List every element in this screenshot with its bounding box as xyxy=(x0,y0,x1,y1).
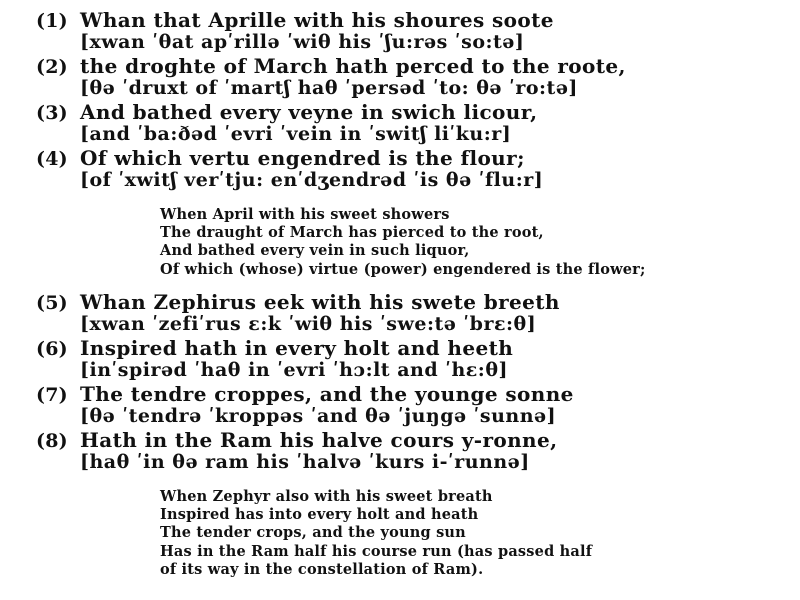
line-number: (3) xyxy=(36,102,68,124)
translation-line: When Zephyr also with his sweet breath xyxy=(160,488,493,505)
ipa-transcription: [and ʹba:ðəd ʹevri ʹvein in ʹswitʃ liʹku:r] xyxy=(80,123,512,145)
translation-block-2 xyxy=(160,488,780,579)
line-number: (4) xyxy=(36,148,68,170)
ipa-transcription: [xwan ʹzefiʹrus ɛ:k ʹwiθ his ʹswe:tə ʹbrɛ:θ] xyxy=(80,313,537,335)
ipa-transcription: [inʹspirəd ʹhaθ in ʹevri ʹhɔ:lt and ʹhɛ:θ] xyxy=(80,359,508,381)
ipa-transcription: [θə ʹtendrə ʹkroppəs ʹand θə ʹjuŋgə ʹsunnə] xyxy=(80,405,557,427)
translation-line: When April with his sweet showers xyxy=(160,206,450,223)
verse-stanza-1 xyxy=(36,8,756,192)
middle-english-text: Of which vertu engendred is the flour; xyxy=(80,146,525,170)
translation-line: Inspired has into every holt and heath xyxy=(160,506,479,524)
translation-line: of its way in the constellation of Ram). xyxy=(160,560,484,578)
line-number: (7) xyxy=(36,384,68,406)
ipa-transcription: [xwan ʹθat apʹrillə ʹwiθ his ʹʃu:rəs ʹso:tə] xyxy=(80,31,525,53)
line-number: (5) xyxy=(36,292,68,314)
verse-stanza-2 xyxy=(36,290,756,474)
translation-line: The tender crops, and the young sun xyxy=(160,524,466,542)
verse-line-2 xyxy=(36,54,756,77)
verse-line-1 xyxy=(36,8,756,31)
verse-line-7 xyxy=(36,382,756,405)
middle-english-text: the droghte of March hath perced to the roote, xyxy=(80,54,626,78)
translation-block-1 xyxy=(160,206,780,279)
translation-line: Has in the Ram half his course run (has passed half xyxy=(160,542,593,560)
line-number: (2) xyxy=(36,56,68,78)
middle-english-text: Inspired hath in every holt and heeth xyxy=(80,336,514,360)
translation-line: Of which (whose) virtue (power) engendered is the flower; xyxy=(160,260,646,278)
line-number: (1) xyxy=(36,10,68,32)
middle-english-text: Hath in the Ram his halve cours y-ronne, xyxy=(80,428,558,452)
line-number: (6) xyxy=(36,338,68,360)
ipa-transcription: [haθ ʹin θə ram his ʹhalvə ʹkurs i-ʹrunnə] xyxy=(80,451,530,473)
verse-line-6 xyxy=(36,336,756,359)
verse-line-8 xyxy=(36,428,756,451)
verse-line-4 xyxy=(36,146,756,169)
verse-line-3 xyxy=(36,100,756,123)
ipa-transcription: [θə ʹdruxt of ʹmartʃ haθ ʹpersəd ʹto: θə ʹro:tə] xyxy=(80,77,578,99)
middle-english-text: And bathed every veyne in swich licour, xyxy=(80,100,538,124)
translation-line: And bathed every vein in such liquor, xyxy=(160,242,470,260)
translation-line: The draught of March has pierced to the root, xyxy=(160,224,544,242)
middle-english-text: The tendre croppes, and the younge sonne xyxy=(80,382,574,406)
middle-english-text: Whan that Aprille with his shoures soote xyxy=(80,8,554,32)
verse-line-5 xyxy=(36,290,756,313)
line-number: (8) xyxy=(36,430,68,452)
middle-english-text: Whan Zephirus eek with his swete breeth xyxy=(80,290,560,314)
ipa-transcription: [of ʹxwitʃ verʹtju: enʹdʒendrəd ʹis θə ʹflu:r] xyxy=(80,169,544,191)
